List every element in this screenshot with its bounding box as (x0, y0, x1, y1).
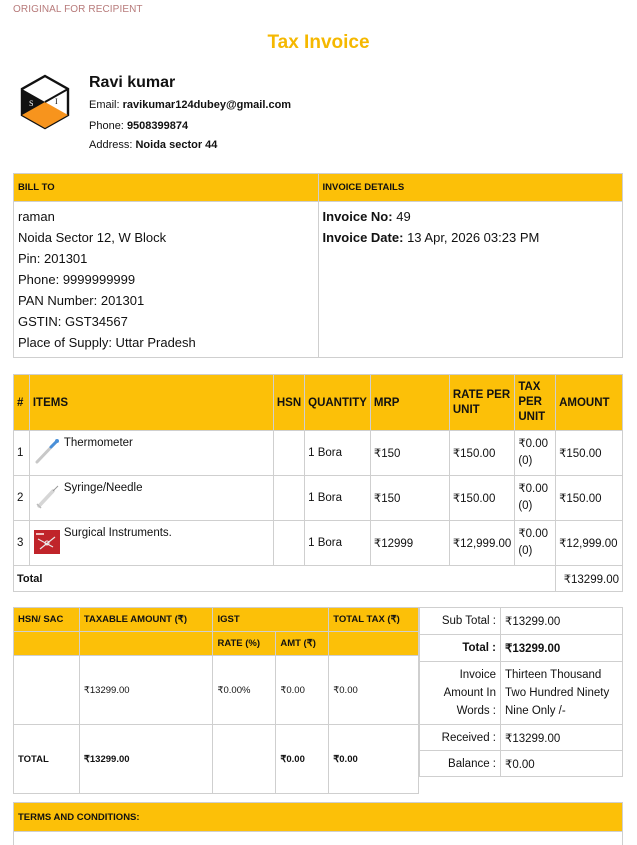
subtotal-value: ₹13299.00 (501, 608, 623, 635)
seller-phone-label: Phone: (89, 120, 124, 132)
invoice-date-label: Invoice Date: (322, 230, 404, 245)
col-mrp-header: MRP (370, 375, 449, 431)
total-value: ₹13299.00 (501, 635, 623, 662)
received-value: ₹13299.00 (501, 725, 623, 751)
seller-phone-value: 9508399874 (126, 120, 189, 132)
item-hsn (273, 476, 304, 521)
received-label: Received : (420, 725, 501, 751)
tax-total-taxable: ₹13299.00 (79, 725, 213, 794)
item-tax-percent: (0) (518, 545, 533, 557)
bill-to-details (14, 202, 319, 358)
item-amount: ₹12,999.00 (556, 521, 623, 566)
item-rate: ₹12,999.00 (449, 521, 514, 566)
received-row (420, 725, 623, 751)
terms-table (13, 802, 623, 845)
amount-in-words-value (501, 662, 623, 725)
invoice-number-value: 49 (396, 209, 411, 224)
tax-total-label: TOTAL (14, 725, 80, 794)
subtotal-row (420, 608, 623, 635)
col-num-header: # (14, 375, 30, 431)
tax-igst-header: IGST (213, 608, 329, 632)
tax-amt: ₹0.00 (276, 656, 329, 725)
item-tax-percent: (0) (518, 455, 533, 467)
terms-heading: TERMS AND CONDITIONS: (14, 803, 623, 832)
seller-address-label: Address: (89, 139, 133, 151)
total-row (420, 635, 623, 662)
item-num: 1 (14, 431, 30, 476)
tax-hsn-subheader (14, 632, 80, 656)
tax-taxable-subheader (79, 632, 213, 656)
amount-in-words-line: Thirteen Thousand (505, 669, 602, 681)
invoice-date-value: 13 Apr, 2026 03:23 PM (407, 230, 540, 245)
tax-taxable-amount: ₹13299.00 (79, 656, 213, 725)
invoice-number-label: Invoice No: (322, 209, 393, 224)
item-mrp: ₹150 (370, 431, 449, 476)
amount-in-words-label-line: Invoice (459, 669, 496, 681)
bill-to-heading: BILL TO (14, 174, 319, 202)
tax-total-subheader (329, 632, 419, 656)
bill-to-invoice-details-table (13, 173, 623, 358)
invoice-details-heading: INVOICE DETAILS (318, 174, 622, 202)
tax-subheader-row (14, 632, 419, 656)
balance-row (420, 751, 623, 777)
seller-name: Ravi kumar (89, 74, 176, 91)
item-quantity: 1 Bora (305, 476, 371, 521)
subtotal-label: Sub Total : (420, 608, 501, 635)
total-label: Total : (420, 635, 501, 662)
item-rate: ₹150.00 (449, 431, 514, 476)
item-quantity: 1 Bora (305, 521, 371, 566)
col-rate-header: RATE PER UNIT (449, 375, 514, 431)
item-tax-amount: ₹0.00 (518, 528, 549, 540)
tax-taxable-header: TAXABLE AMOUNT (₹) (79, 608, 213, 632)
invoice-date (323, 227, 618, 248)
seller-address-value: Noida sector 44 (135, 139, 218, 151)
invoice-number (323, 206, 618, 227)
item-hsn (273, 521, 304, 566)
item-name: Surgical Instruments. (63, 527, 172, 539)
amount-in-words-label-line: Amount In (443, 687, 496, 699)
item-tax-amount: ₹0.00 (518, 483, 549, 495)
seller-email-value: ravikumar124dubey@gmail.com (122, 99, 292, 111)
tax-rate-header: RATE (%) (213, 632, 276, 656)
tax-summary-table (13, 607, 419, 794)
logo-letter-s: S (29, 99, 34, 108)
surgical-kit-icon (33, 527, 61, 555)
tax-hsn-header: HSN/ SAC (14, 608, 80, 632)
tax-row (14, 656, 419, 725)
item-row (14, 476, 623, 521)
item-rate: ₹150.00 (449, 476, 514, 521)
item-tax (515, 431, 556, 476)
bill-to-name: raman (18, 209, 55, 224)
item-num: 2 (14, 476, 30, 521)
invoice-details (318, 202, 622, 358)
col-items-header: ITEMS (29, 375, 273, 431)
original-for-recipient-label: ORIGINAL FOR RECIPIENT (13, 4, 143, 15)
item-tax-amount: ₹0.00 (518, 438, 549, 450)
item-amount: ₹150.00 (556, 431, 623, 476)
item-tax-percent: (0) (518, 500, 533, 512)
bill-to-pan: PAN Number: 201301 (18, 293, 145, 308)
bill-to-gstin: GSTIN: GST34567 (18, 314, 128, 329)
bill-to-phone: Phone: 9999999999 (18, 272, 136, 287)
bill-to-place-of-supply: Place of Supply: Uttar Pradesh (18, 335, 196, 350)
tax-total-total-tax: ₹0.00 (329, 725, 419, 794)
item-quantity: 1 Bora (305, 431, 371, 476)
amount-in-words-label (420, 662, 501, 725)
item-row (14, 431, 623, 476)
item-hsn (273, 431, 304, 476)
items-total-row (14, 566, 623, 592)
tax-total-rate (213, 725, 276, 794)
company-logo (20, 74, 70, 130)
tax-header-row (14, 608, 419, 632)
terms-body (14, 832, 623, 845)
tax-total-row (14, 725, 419, 794)
item-mrp: ₹150 (370, 476, 449, 521)
item-name-cell (29, 431, 273, 476)
thermometer-icon (33, 437, 61, 465)
col-tax-header: TAX PER UNIT (515, 375, 556, 431)
item-mrp: ₹12999 (370, 521, 449, 566)
item-amount: ₹150.00 (556, 476, 623, 521)
balance-value: ₹0.00 (501, 751, 623, 777)
col-hsn-header: HSN (273, 375, 304, 431)
totals-table (419, 607, 623, 777)
balance-label: Balance : (420, 751, 501, 777)
items-table (13, 374, 623, 592)
bill-to-pin: Pin: 201301 (18, 251, 88, 266)
seller-phone (89, 120, 188, 132)
amount-in-words-label-line: Words : (456, 705, 496, 717)
invoice-title: Tax Invoice (267, 32, 370, 53)
syringe-icon (33, 482, 61, 510)
tax-total-tax: ₹0.00 (329, 656, 419, 725)
amount-in-words-line: Nine Only /- (505, 705, 566, 717)
item-row (14, 521, 623, 566)
col-quantity-header: QUANTITY (305, 375, 371, 431)
amount-in-words-row (420, 662, 623, 725)
item-name-cell (29, 521, 273, 566)
seller-email-label: Email: (89, 99, 120, 111)
item-num: 3 (14, 521, 30, 566)
seller-address (89, 139, 217, 151)
amount-in-words-line: Two Hundred Ninety (505, 687, 610, 699)
item-name: Syringe/Needle (63, 482, 143, 494)
col-amount-header: AMOUNT (556, 375, 623, 431)
seller-email (89, 99, 291, 111)
item-tax (515, 476, 556, 521)
tax-hsn (14, 656, 80, 725)
item-tax (515, 521, 556, 566)
bill-to-address: Noida Sector 12, W Block (18, 230, 167, 245)
item-name: Thermometer (63, 437, 133, 449)
tax-amt-header: AMT (₹) (276, 632, 329, 656)
items-total-value: ₹13299.00 (556, 566, 623, 592)
tax-rate: ₹0.00% (213, 656, 276, 725)
tax-total-tax-header: TOTAL TAX (₹) (329, 608, 419, 632)
item-name-cell (29, 476, 273, 521)
tax-total-amt: ₹0.00 (276, 725, 329, 794)
logo-letter-i: I (55, 97, 58, 106)
items-total-label: Total (14, 566, 556, 592)
items-header-row (14, 375, 623, 431)
